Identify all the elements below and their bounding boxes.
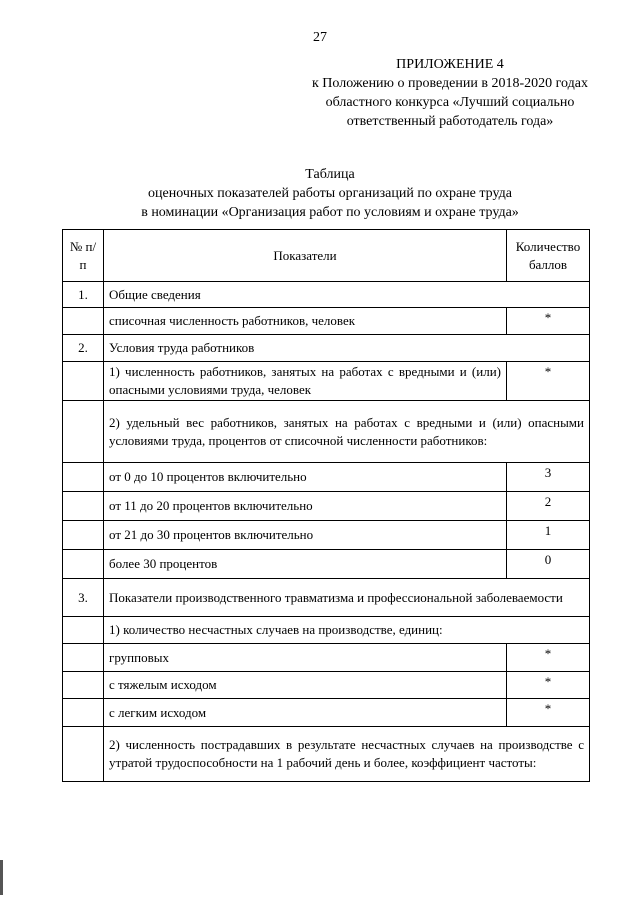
row-number <box>63 672 104 699</box>
appendix-line: к Положению о проведении в 2018-2020 годах <box>312 76 588 91</box>
table-row <box>63 521 590 550</box>
row-score: 3 <box>507 463 590 492</box>
row-number <box>63 521 104 550</box>
row-number <box>63 362 104 401</box>
table-row <box>63 550 590 579</box>
row-indicator: с легким исходом <box>104 699 507 727</box>
table-row <box>63 699 590 727</box>
heading-line: оценочных показателей работы организаций по охране труда <box>148 186 512 201</box>
row-number: 2. <box>63 335 104 362</box>
row-indicator: от 21 до 30 процентов включительно <box>104 521 507 550</box>
row-indicator: Условия труда работников <box>104 335 590 362</box>
row-indicator: более 30 процентов <box>104 550 507 579</box>
row-number <box>63 699 104 727</box>
appendix-block <box>300 55 600 131</box>
row-score: * <box>507 644 590 672</box>
table-row <box>63 492 590 521</box>
scan-edge-mark <box>0 860 3 895</box>
row-score: * <box>507 699 590 727</box>
table-row <box>63 644 590 672</box>
table-row <box>63 672 590 699</box>
appendix-line: областного конкурса «Лучший социально <box>325 95 575 110</box>
row-number <box>63 463 104 492</box>
row-indicator: от 11 до 20 процентов включительно <box>104 492 507 521</box>
header-indicators: Показатели <box>104 230 507 282</box>
indicators-table <box>62 229 590 782</box>
page-number: 27 <box>313 30 327 45</box>
table-row <box>63 463 590 492</box>
row-score: * <box>507 362 590 401</box>
row-indicator: 2) численность пострадавших в результате несчастных случаев на производстве с утратой трудоспособности на 1 рабочий день и более, коэффициент частоты: <box>104 727 590 782</box>
row-number: 1. <box>63 282 104 308</box>
row-indicator: с тяжелым исходом <box>104 672 507 699</box>
table-row <box>63 282 590 308</box>
row-number <box>63 644 104 672</box>
table-header-row <box>63 230 590 282</box>
row-score: 1 <box>507 521 590 550</box>
table-row <box>63 617 590 644</box>
row-number: 3. <box>63 579 104 617</box>
table-row <box>63 335 590 362</box>
row-indicator: 2) удельный вес работников, занятых на работах с вредными и (или) опасными условиями труда, процентов от списочной численности работников: <box>104 401 590 463</box>
appendix-title: ПРИЛОЖЕНИЕ 4 <box>396 57 504 72</box>
header-score: Количество баллов <box>507 230 590 282</box>
table-row <box>63 308 590 335</box>
heading-line: в номинации «Организация работ по условиям и охране труда» <box>141 205 519 220</box>
row-indicator: 1) количество несчастных случаев на производстве, единиц: <box>104 617 590 644</box>
row-indicator: групповых <box>104 644 507 672</box>
row-score: * <box>507 672 590 699</box>
row-score: * <box>507 308 590 335</box>
row-number <box>63 617 104 644</box>
heading-line: Таблица <box>305 167 355 182</box>
row-indicator: от 0 до 10 процентов включительно <box>104 463 507 492</box>
appendix-line: ответственный работодатель года» <box>346 114 554 129</box>
table-heading <box>60 165 600 222</box>
row-indicator: 1) численность работников, занятых на работах с вредными и (или) опасными условиями труда, человек <box>104 362 507 401</box>
row-number <box>63 492 104 521</box>
table-body <box>63 282 590 782</box>
table-row <box>63 362 590 401</box>
row-score: 0 <box>507 550 590 579</box>
row-number <box>63 401 104 463</box>
row-score: 2 <box>507 492 590 521</box>
table-row <box>63 401 590 463</box>
table-row <box>63 727 590 782</box>
header-number: № п/п <box>63 230 104 282</box>
row-indicator: Показатели производственного травматизма и профессиональной заболеваемости <box>104 579 590 617</box>
row-indicator: списочная численность работников, человек <box>104 308 507 335</box>
table-row <box>63 579 590 617</box>
row-number <box>63 308 104 335</box>
row-number <box>63 727 104 782</box>
row-number <box>63 550 104 579</box>
row-indicator: Общие сведения <box>104 282 590 308</box>
